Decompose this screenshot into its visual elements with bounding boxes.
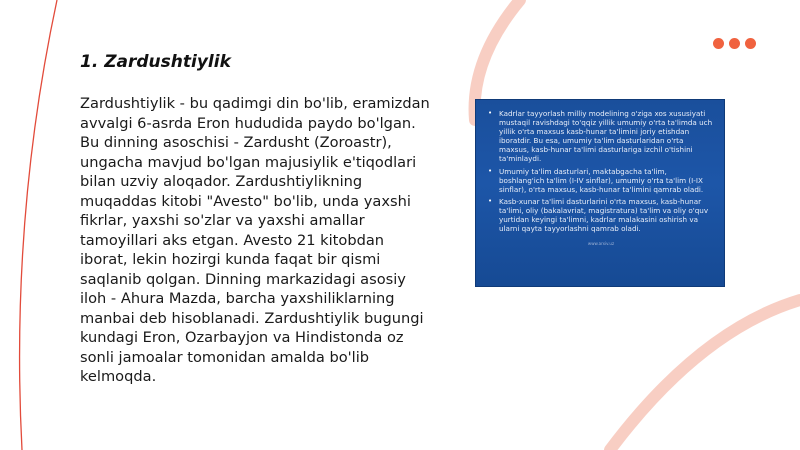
dot-icon <box>729 38 740 49</box>
dot-icon <box>745 38 756 49</box>
bullet-icon: • <box>488 109 493 117</box>
embedded-bullet-text: Kasb-xunar ta'limi dasturlarini o'rta maxsus, kasb-hunar ta'limi, oliy (bakalavriat, magistratura) ta'lim va oliy o'quv yurtidan keyingi ta'limni, kadrlar malakasini oshirish va ularni qayta tayyorlashni qamrab oladi. <box>499 196 709 234</box>
embedded-bullet-item <box>488 167 714 194</box>
embedded-bullet-item <box>488 197 714 233</box>
slide-body-text: Zardushtiylik - bu qadimgi din bo'lib, eramizdan avvalgi 6-asrda Eron hududida paydo bo'lgan. Bu dinning asoschisi - Zardusht (Zoroastr), ungacha mavjud bo'lgan majusiylik e'tiqodlari bilan uzviy aloqador. Zardushtiylikning muqaddas kitobi "Avesto" bo'lib, unda yaxshi fikrlar, yaxshi so'zlar va yaxshi amallar tamoyillari aks etgan. Avesto 21 kitobdan iborat, lekin hozirgi kunda faqat bir qismi saqlanib qolgan. Dinning markazidagi asosiy iloh - Ahura Mazda, barcha yaxshiliklarning manbai deb hisoblanadi. Zardushtiylik bugungi kundagi Eron, Ozarbayjon va Hindistonda oz sonli jamoalar tomonidan amalda bo'lib kelmoqda. <box>80 95 430 385</box>
embedded-bullet-text: Umumiy ta'lim dasturlari, maktabgacha ta'lim, boshlang'ich ta'lim (I-IV sinflar), umumiy o'rta ta'lim (I-IX sinflar), o'rta maxsus, kasb-hunar ta'limini qamrab oladi. <box>499 166 704 194</box>
embedded-slide-image <box>475 99 725 287</box>
decorative-dots <box>713 38 756 49</box>
dot-icon <box>713 38 724 49</box>
slide-title: 1. Zardushtiylik <box>80 52 231 72</box>
embedded-bullet-item <box>488 109 714 164</box>
bullet-icon: • <box>488 196 493 205</box>
embedded-footer-text: www.arxiv.uz <box>587 241 615 247</box>
embedded-bullet-text: Kadrlar tayyorlash milliy modelining o'ziga xos xususiyati mustaqil ravishdagi to'qqiz yillik umumiy o'rta ta'limda uch yillik o'rta maxsus kasb-hunar ta'limini joriy etishdan iboratdir. Bu esa, umumiy ta'lim dasturlaridan o'rta maxsus, kasb-hunar ta'limi dasturlariga izchil o'tishini ta'minlaydi. <box>499 109 713 164</box>
bullet-icon: • <box>488 166 493 175</box>
embedded-bullet-list <box>488 109 714 233</box>
